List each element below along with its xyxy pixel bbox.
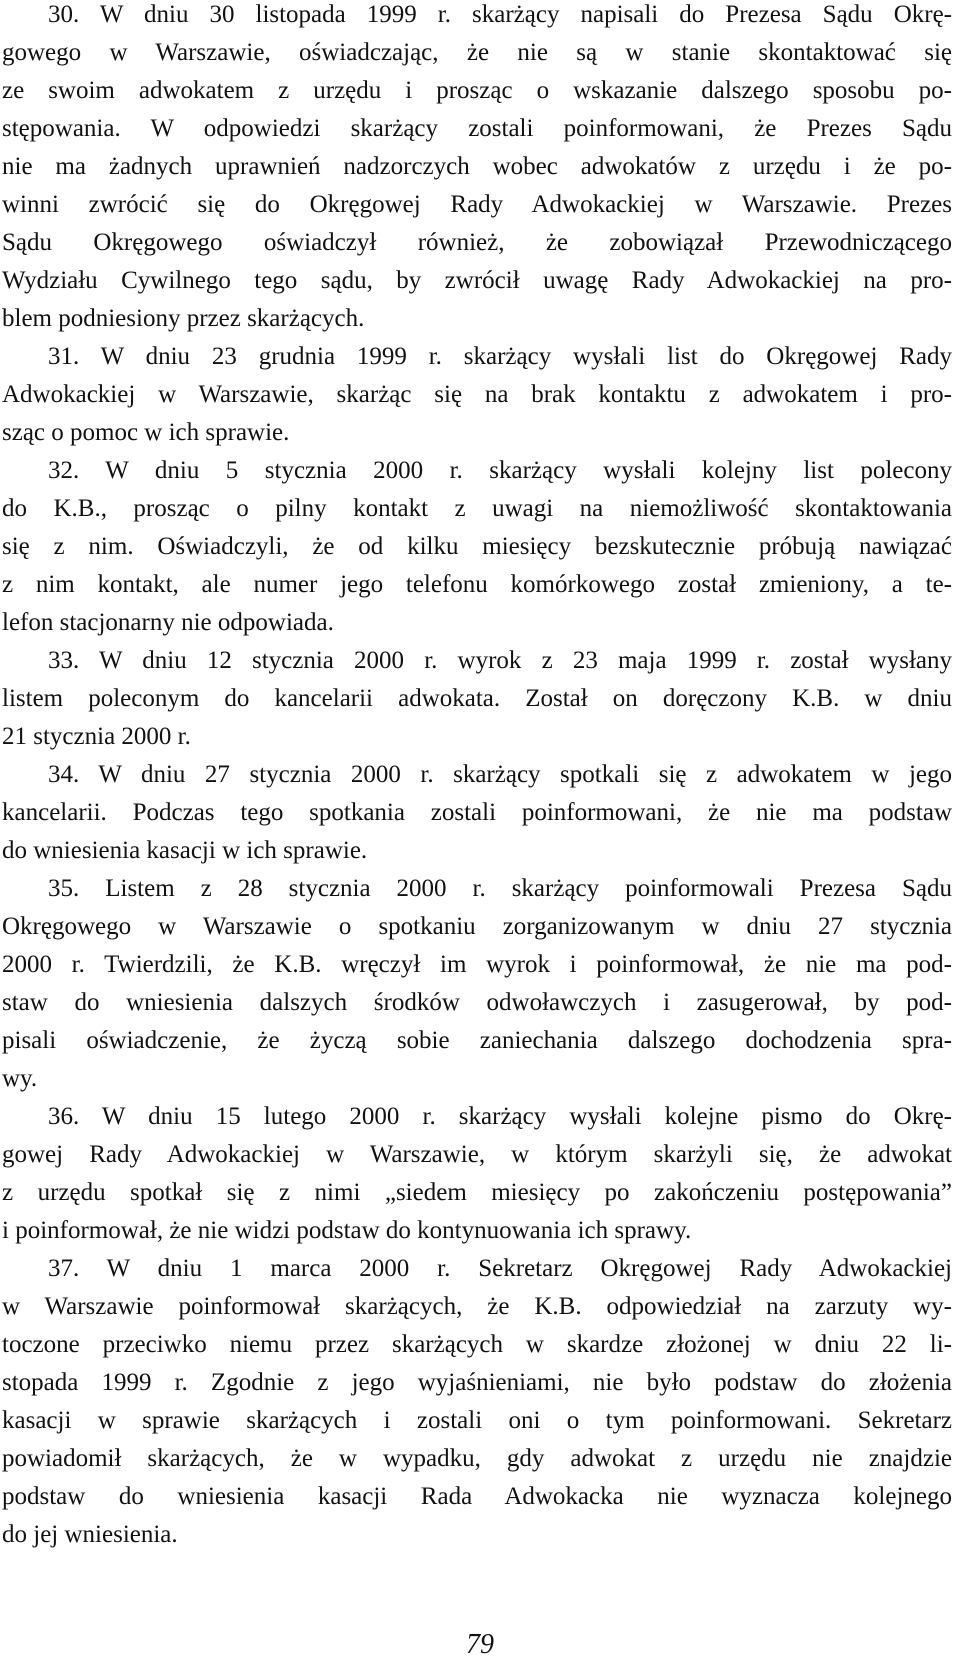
text-line: 37. W dniu 1 marca 2000 r. Sekretarz Okręgowej Rady Adwokackiej: [48, 1255, 952, 1282]
text-line: w Warszawie poinformował skarżących, że K.B. odpowiedział na zarzuty wy-: [2, 1293, 952, 1320]
text-line: Adwokackiej w Warszawie, skarżąc się na brak kontaktu z adwokatem i pro-: [2, 381, 952, 408]
text-line: stopada 1999 r. Zgodnie z jego wyjaśnieniami, nie było podstaw do złożenia: [2, 1369, 952, 1396]
paragraph-33: [2, 642, 952, 756]
text-line: do wniesienia kasacji w ich sprawie.: [2, 837, 368, 864]
text-line: ze swoim adwokatem z urzędu i prosząc o wskazanie dalszego sposobu po-: [2, 77, 952, 104]
text-line: stępowania. W odpowiedzi skarżący zostali poinformowani, że Prezes Sądu: [2, 115, 952, 142]
text-line: gowej Rady Adwokackiej w Warszawie, w którym skarżyli się, że adwokat: [2, 1141, 952, 1168]
text-line: Okręgowego w Warszawie o spotkaniu zorganizowanym w dniu 27 stycznia: [2, 913, 952, 940]
text-line: z nim kontakt, ale numer jego telefonu komórkowego został zmieniony, a te-: [2, 571, 952, 598]
paragraph-34: [2, 756, 952, 870]
text-line: 33. W dniu 12 stycznia 2000 r. wyrok z 23 maja 1999 r. został wysłany: [48, 647, 952, 674]
text-line: pisali oświadczenie, że życzą sobie zaniechania dalszego dochodzenia spra-: [2, 1027, 952, 1054]
text-line: podstaw do wniesienia kasacji Rada Adwokacka nie wyznacza kolejnego: [2, 1483, 952, 1510]
paragraph-31: [2, 338, 952, 452]
paragraph-32: [2, 452, 952, 642]
document-body: [2, 0, 952, 1554]
text-line: sząc o pomoc w ich sprawie.: [2, 419, 290, 446]
text-line: listem poleconym do kancelarii adwokata. Został on doręczony K.B. w dniu: [2, 685, 952, 712]
text-line: 31. W dniu 23 grudnia 1999 r. skarżący wysłali list do Okręgowej Rady: [48, 343, 952, 370]
text-line: 21 stycznia 2000 r.: [2, 723, 191, 750]
text-line: do jej wniesienia.: [2, 1521, 178, 1548]
text-line: 35. Listem z 28 stycznia 2000 r. skarżący poinformowali Prezesa Sądu: [48, 875, 952, 902]
paragraph-37: [2, 1250, 952, 1554]
page-number: 79: [466, 1629, 494, 1660]
text-line: lefon stacjonarny nie odpowiada.: [2, 609, 334, 636]
text-line: i poinformował, że nie widzi podstaw do kontynuowania ich sprawy.: [2, 1217, 692, 1244]
text-line: 2000 r. Twierdzili, że K.B. wręczył im wyrok i poinformował, że nie ma pod-: [2, 951, 952, 978]
text-line: Sądu Okręgowego oświadczył również, że zobowiązał Przewodniczącego: [2, 229, 952, 256]
text-line: 32. W dniu 5 stycznia 2000 r. skarżący wysłali kolejny list polecony: [48, 457, 952, 484]
paragraph-35: [2, 870, 952, 1098]
text-line: Wydziału Cywilnego tego sądu, by zwrócił uwagę Rady Adwokackiej na pro-: [2, 267, 952, 294]
text-line: blem podniesiony przez skarżących.: [2, 305, 365, 332]
text-line: do K.B., prosząc o pilny kontakt z uwagi na niemożliwość skontaktowania: [2, 495, 952, 522]
text-line: się z nim. Oświadczyli, że od kilku miesięcy bezskutecznie próbują nawiązać: [2, 533, 952, 560]
text-line: z urzędu spotkał się z nimi „siedem miesięcy po zakończeniu postępowania”: [2, 1179, 952, 1206]
text-line: wy.: [2, 1065, 38, 1092]
paragraph-36: [2, 1098, 952, 1250]
text-line: powiadomił skarżących, że w wypadku, gdy adwokat z urzędu nie znajdzie: [2, 1445, 952, 1472]
text-line: staw do wniesienia dalszych środków odwoławczych i zasugerował, by pod-: [2, 989, 952, 1016]
paragraph-30: [2, 0, 952, 338]
text-line: kasacji w sprawie skarżących i zostali oni o tym poinformowani. Sekretarz: [2, 1407, 952, 1434]
text-line: nie ma żadnych uprawnień nadzorczych wobec adwokatów z urzędu i że po-: [2, 153, 952, 180]
text-line: gowego w Warszawie, oświadczając, że nie są w stanie skontaktować się: [2, 39, 952, 66]
text-line: 34. W dniu 27 stycznia 2000 r. skarżący spotkali się z adwokatem w jego: [48, 761, 952, 788]
text-line: winni zwrócić się do Okręgowej Rady Adwokackiej w Warszawie. Prezes: [2, 191, 952, 218]
text-line: 36. W dniu 15 lutego 2000 r. skarżący wysłali kolejne pismo do Okrę-: [48, 1103, 952, 1130]
text-line: 30. W dniu 30 listopada 1999 r. skarżący napisali do Prezesa Sądu Okrę-: [48, 1, 952, 28]
text-line: kancelarii. Podczas tego spotkania zostali poinformowani, że nie ma podstaw: [2, 799, 952, 826]
text-line: toczone przeciwko niemu przez skarżących w skardze złożonej w dniu 22 li-: [2, 1331, 952, 1358]
